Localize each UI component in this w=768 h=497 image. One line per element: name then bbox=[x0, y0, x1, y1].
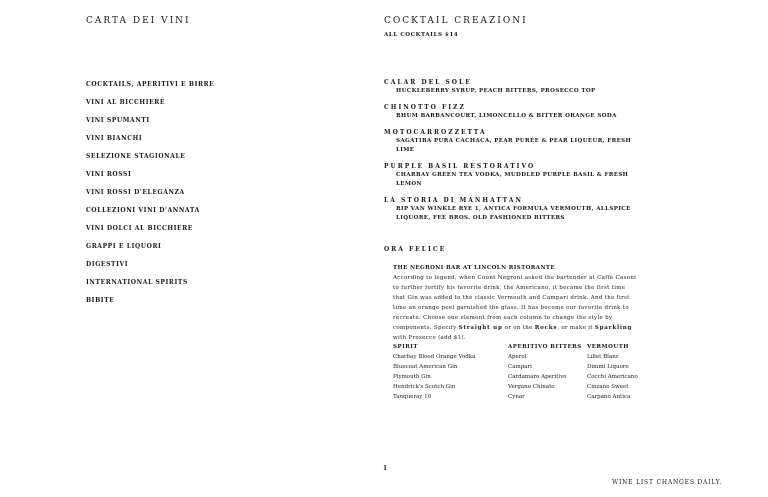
wine-list-title: CARTA DEI VINI bbox=[86, 16, 191, 26]
cocktail-item bbox=[384, 78, 644, 96]
cocktail-name: CALAR DEL SOLE bbox=[384, 79, 472, 86]
spirit-item: Tanqueray 10 bbox=[393, 394, 432, 400]
style-rocks: Rocks bbox=[534, 325, 558, 331]
cocktail-item bbox=[384, 162, 644, 189]
nav-item-vini-al-bicchiere[interactable]: VINI AL BICCHIERE bbox=[86, 99, 166, 106]
negroni-desc-text: with Prosecco (add $1). bbox=[393, 335, 466, 341]
footer-note: WINE LIST CHANGES DAILY. bbox=[612, 479, 723, 486]
bitters-item: Aperol bbox=[508, 354, 527, 360]
negroni-bar-section bbox=[393, 264, 637, 343]
wine-list-nav bbox=[86, 80, 214, 314]
cocktail-ingredients: SAGATIBA PURA CACHACA, PEAR PURÉE & PEAR LIQUEUR, FRESH LIME bbox=[396, 138, 632, 153]
cocktail-name: PURPLE BASIL RESTORATIVO bbox=[384, 163, 536, 170]
spirit-column bbox=[393, 342, 508, 402]
cocktail-list bbox=[384, 78, 644, 230]
cocktail-section-title: COCKTAIL CREAZIONI bbox=[384, 16, 528, 26]
cocktail-ingredients: CHARBAY GREEN TEA VODKA, MUDDLED PURPLE BASIL & FRESH LEMON bbox=[396, 172, 629, 187]
negroni-components-table bbox=[393, 342, 657, 402]
cocktail-item bbox=[384, 128, 644, 155]
cocktail-item bbox=[384, 103, 644, 121]
vermouth-item: Cinzano Sweet bbox=[587, 384, 629, 390]
nav-item-cocktails[interactable]: COCKTAILS, APERITIVI E BIRRE bbox=[86, 81, 215, 88]
cocktail-name: LA STORIA DI MANHATTAN bbox=[384, 197, 523, 204]
nav-item-vini-rossi-eleganza[interactable]: VINI ROSSI D'ELEGANZA bbox=[86, 189, 185, 196]
vermouth-item: Cocchi Americano bbox=[587, 374, 638, 380]
cocktail-item bbox=[384, 196, 644, 223]
vermouth-item: Lillet Blanc bbox=[587, 354, 619, 360]
cocktail-ingredients: HUCKLEBERRY SYRUP, PEACH BITTERS, PROSECCO TOP bbox=[396, 88, 596, 94]
aperitivo-bitters-column bbox=[508, 342, 587, 402]
cocktail-ingredients: RIP VAN WINKLE RYE 1, ANTICA FORMULA VERMOUTH, ALLSPICE LIQUORE, FEE BROS. OLD FASHIONED BITTERS bbox=[396, 206, 631, 221]
negroni-desc-text: , or make it bbox=[557, 325, 595, 331]
negroni-desc-text: or on the bbox=[502, 325, 535, 331]
nav-item-bibite[interactable]: BIBITE bbox=[86, 297, 115, 304]
nav-item-vini-dolci[interactable]: VINI DOLCI AL BICCHIERE bbox=[86, 225, 193, 232]
vermouth-item: Dimmi Liquore bbox=[587, 364, 629, 370]
spirit-item: Plymouth Gin bbox=[393, 374, 431, 380]
column-header: VERMOUTH bbox=[587, 344, 629, 350]
page-number: 1 bbox=[383, 465, 388, 472]
nav-item-international-spirits[interactable]: INTERNATIONAL SPIRITS bbox=[86, 279, 188, 286]
bitters-item: Campari bbox=[508, 364, 532, 370]
vermouth-column bbox=[587, 342, 657, 402]
style-sparkling: Sparkling bbox=[594, 325, 633, 331]
spirit-item: Bluecoat American Gin bbox=[393, 364, 458, 370]
nav-item-collezioni[interactable]: COLLEZIONI VINI D'ANNATA bbox=[86, 207, 200, 214]
bitters-item: Cynar bbox=[508, 394, 525, 400]
nav-item-vini-spumanti[interactable]: VINI SPUMANTI bbox=[86, 117, 150, 124]
nav-item-grappi[interactable]: GRAPPI E LIQUORI bbox=[86, 243, 162, 250]
nav-item-vini-bianchi[interactable]: VINI BIANCHI bbox=[86, 135, 143, 142]
ora-felice-title: ORA FELICE bbox=[384, 246, 447, 253]
spirit-item: Hendrick's Scotch Gin bbox=[393, 384, 456, 390]
nav-item-vini-rossi[interactable]: VINI ROSSI bbox=[86, 171, 132, 178]
negroni-bar-description bbox=[393, 273, 637, 343]
cocktail-name: MOTOCARROZZETTA bbox=[384, 129, 487, 136]
cocktail-price-note: ALL COCKTAILS $14 bbox=[384, 32, 459, 38]
nav-item-digestivi[interactable]: DIGESTIVI bbox=[86, 261, 129, 268]
cocktail-name: CHINOTTO FIZZ bbox=[384, 104, 466, 111]
bitters-item: Cardamaro Aperitivo bbox=[508, 374, 567, 380]
negroni-desc-text: According to legend, when Count Negroni asked the bartender at Caffe Casoni to further fortify his favorite drink, the Americano, it became the first time that Gin was added to the classic Vermouth and Campari drink. And the first time an orange peel garnished the glass. It has become our favorite drink to recreate. Choose one element from each column to change the style by components. Specify bbox=[393, 275, 637, 331]
vermouth-item: Carpano Antica bbox=[587, 394, 631, 400]
nav-item-selezione-stagionale[interactable]: SELEZIONE STAGIONALE bbox=[86, 153, 186, 160]
bitters-item: Vergano Chinato bbox=[508, 384, 555, 390]
spirit-item: Charbay Blood Orange Vodka bbox=[393, 354, 476, 360]
cocktail-ingredients: RHUM BARBANCOURT, LIMONCELLO & BITTER ORANGE SODA bbox=[396, 113, 617, 119]
style-straight-up: Straight up bbox=[458, 325, 503, 331]
column-header: SPIRIT bbox=[393, 344, 418, 350]
negroni-bar-title: THE NEGRONI BAR AT LINCOLN RISTORANTE bbox=[393, 265, 555, 271]
column-header: APERITIVO BITTERS bbox=[508, 344, 582, 350]
